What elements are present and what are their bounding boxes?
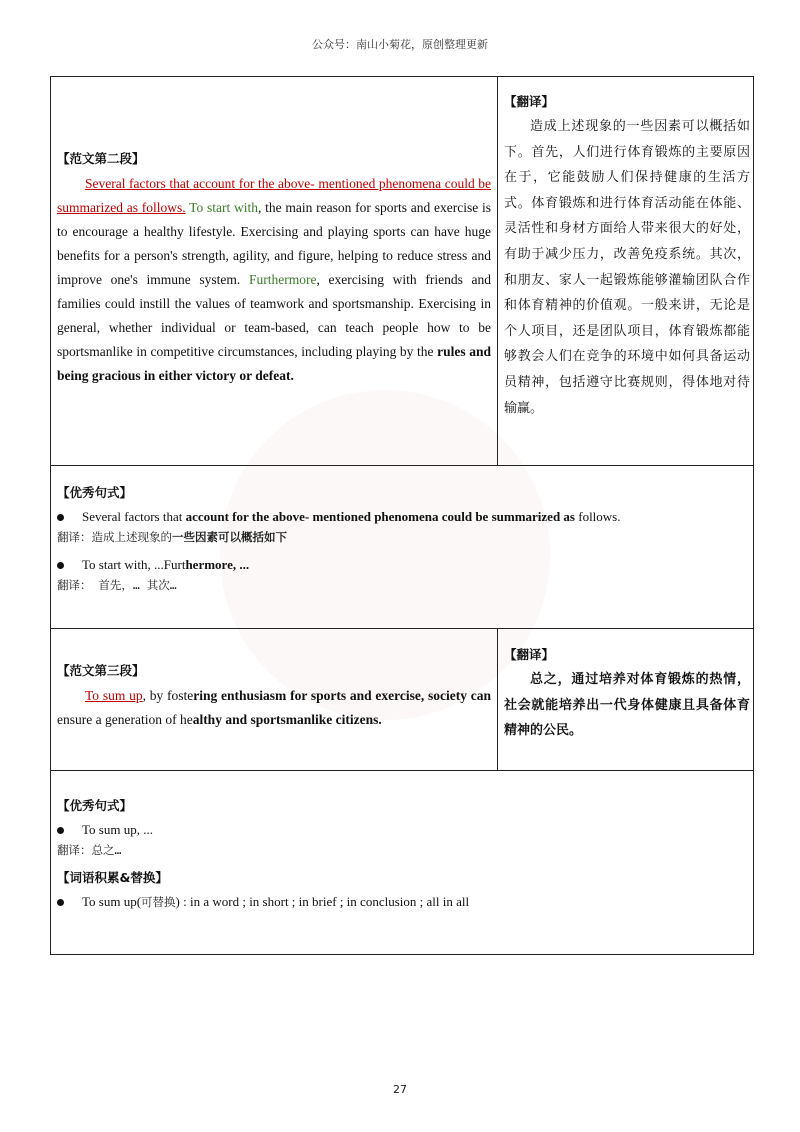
highlight-green-2: Furthermore — [248, 272, 317, 287]
translation-title: 【翻译】 — [504, 647, 555, 662]
sentences2-row — [50, 770, 754, 955]
row-top-line — [201, 465, 651, 466]
section3-paragraph: To sum up, by fostering enthusiasm for sports and exercise, society can ensure a generation of healthy and sportsmanlike citizens. — [57, 688, 492, 727]
highlight-red: Several factors that account for the above- mentioned phenomena could be summarized as follows. — [57, 176, 491, 215]
section2-body — [57, 149, 491, 388]
paragraph-text-2: , exercising with friends and families could instill the values of teamwork and sportsmanship. Exercising in general, whether individual or team-based, can teach people how to be sportsmanlike in competitive circumstances, including playing by the — [57, 272, 491, 359]
section2-translation — [504, 92, 750, 421]
column-divider — [497, 77, 498, 465]
section2-paragraph — [57, 172, 491, 388]
translation-text: 总之，通过培养对体育锻炼的热情，社会就能培养出一代身体健康且具备体育精神的公民。 — [504, 672, 750, 739]
bullet-icon — [57, 562, 64, 569]
sentences1-title: 【优秀句式】 — [57, 485, 133, 500]
sentence-item-3: To sum up, ... — [57, 818, 747, 842]
sentence-item-3-translation: 翻译：总之… — [57, 843, 122, 857]
translation-title: 【翻译】 — [504, 94, 555, 109]
section3-title: 【范文第三段】 — [57, 663, 145, 678]
sentence-item-2: To start with, ...Furthermore, ... — [57, 553, 747, 577]
vocab-item: To sum up(可替换) : in a word ; in short ; in brief ; in conclusion ; all in all — [57, 890, 747, 914]
paragraph-text-1: , the main reason for sports and exercise is to encourage a healthy lifestyle. Exercising and playing sports can have huge benefits for a person's strength, agility, and figure, helping to reduce stress and improve one's immune system. — [57, 200, 491, 287]
page-header: 公众号：南山小菊花，原创整理更新 — [312, 38, 488, 51]
bullet-icon — [57, 827, 64, 834]
sentences1-row — [50, 465, 754, 629]
translation-text: 造成上述现象的一些因素可以概括如下。首先，人们进行体育锻炼的主要原因在于，它能鼓励人们保持健康的生活方式。体育锻炼和进行体育活动能在体能、灵活性和身材方面给人带来很大的好处，有助于减少压力，改善免疫系统。其次，和朋友、家人一起锻炼能够灌输团队合作和体育精神的价值观。一般来讲，无论是个人项目，还是团队项目，体育锻炼都能够教会人们在竞争的环境中如何具备运动员精神，包括遵守比赛规则，得体地对待输赢。 — [504, 119, 750, 416]
bullet-icon — [57, 899, 64, 906]
column-divider — [497, 629, 498, 770]
sentence-item-1-translation: 翻译：造成上述现象的一些因素可以概括如下 — [57, 530, 287, 544]
sentences2-body — [57, 796, 747, 914]
highlight-red: To sum up — [85, 688, 143, 703]
bullet-icon — [57, 514, 64, 521]
sentence-item-2-translation: 翻译： 首先，… 其次… — [57, 578, 177, 592]
section2-row — [50, 76, 754, 466]
section2-title: 【范文第二段】 — [57, 151, 145, 166]
sentences1-body — [57, 483, 747, 593]
page-number: 27 — [393, 1083, 407, 1096]
sentences2-title: 【优秀句式】 — [57, 798, 133, 813]
paragraph-bold: rules and being gracious in either victory or defeat. — [57, 344, 491, 383]
sentence-item-1: Several factors that account for the above- mentioned phenomena could be summarized as follows. — [57, 505, 747, 529]
vocab-title: 【词语积累&替换】 — [57, 870, 168, 885]
section3-body — [57, 661, 491, 732]
section3-row — [50, 628, 754, 771]
highlight-green-1: To start with — [189, 200, 259, 215]
section3-translation — [504, 645, 750, 744]
